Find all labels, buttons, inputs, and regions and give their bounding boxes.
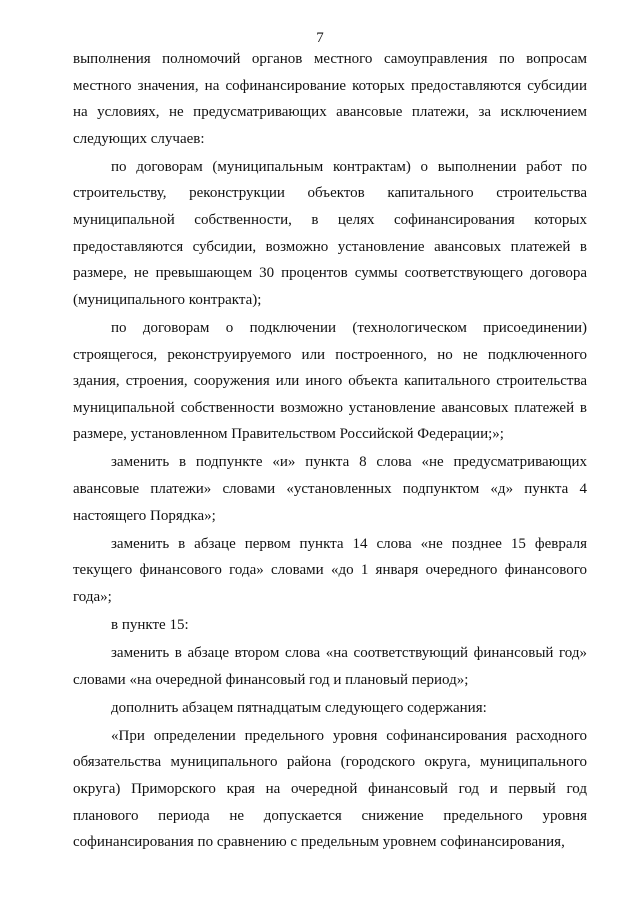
paragraph: заменить в подпункте «и» пункта 8 слова «не предусматривающих авансовые платежи» словами «установленных подпунктом «д» пункта 4 настоящего Порядка»; — [73, 454, 587, 524]
paragraph: в пункте 15: — [111, 616, 189, 633]
page-number: 7 — [316, 30, 324, 46]
paragraph: заменить в абзаце втором слова «на соответствующий финансовый год» словами «на очередной финансовый год и плановый период»; — [73, 645, 587, 688]
paragraph: по договорам (муниципальным контрактам) о выполнении работ по строительству, реконструкции объектов капитального строительства муниципальной собственности, в целях софинансирования которых предоставляются субсидии, возможно установление авансовых платежей в размере, не превышающем 30 процентов суммы соответствующего договора (муниципального контракта); — [73, 158, 587, 308]
paragraph: выполнения полномочий органов местного самоуправления по вопросам местного значения, на софинансирование которых предоставляются субсидии на условиях, не предусматривающих авансовые платежи, за исключением следующих случаев: — [73, 51, 587, 147]
paragraph: «При определении предельного уровня софинансирования расходного обязательства муниципального района (городского округа, муниципального округа) Приморского края на очередной финансовый год и первый год планового периода не допускается снижение предельного уровня софинансирования по сравнению с предельным уровнем софинансирования, — [73, 727, 587, 851]
paragraph: по договорам о подключении (технологическом присоединении) строящегося, реконструируемого или построенного, но не подключенного здания, строения, сооружения или иного объекта капитального строительства муниципальной собственности возможно установление авансовых платежей в размере, установленном Правительством Российской Федерации;»; — [73, 319, 587, 443]
document-body — [73, 46, 587, 856]
paragraph: дополнить абзацем пятнадцатым следующего содержания: — [111, 699, 487, 716]
paragraph: заменить в абзаце первом пункта 14 слова «не позднее 15 февраля текущего финансового года» словами «до 1 января очередного финансового года»; — [73, 535, 587, 605]
